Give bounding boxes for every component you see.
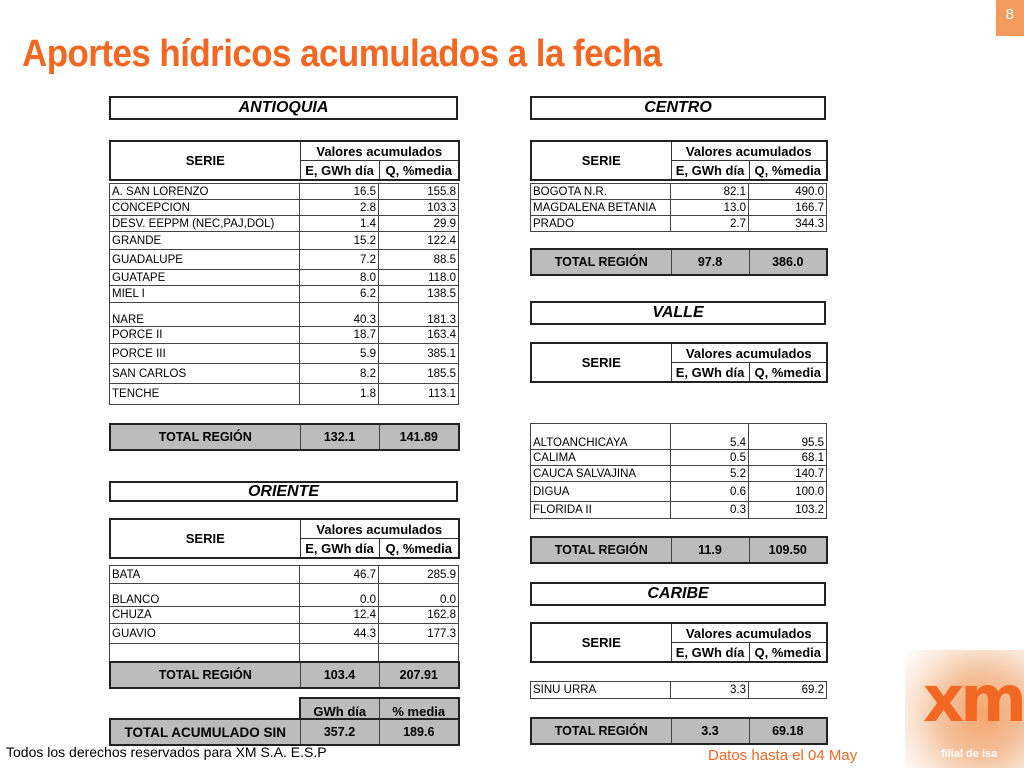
q-cell: 177.3 <box>379 624 459 644</box>
q-header: Q, %media <box>379 539 459 559</box>
data-date-footer: Datos hasta el 04 May <box>708 747 858 764</box>
q-cell: 118.0 <box>379 270 459 286</box>
xm-logo <box>905 650 1024 768</box>
region-antioquia-title: ANTIOQUIA <box>109 96 458 120</box>
serie-cell: FLORIDA II <box>531 502 671 519</box>
serie-cell: A. SAN LORENZO <box>110 184 300 200</box>
serie-cell: GUAVIO <box>110 624 300 644</box>
q-cell: 490.0 <box>749 184 827 200</box>
serie-header: SERIE <box>531 623 671 662</box>
q-cell: 88.5 <box>379 250 459 270</box>
region-caribe-title: CARIBE <box>530 582 826 606</box>
e-cell: 40.3 <box>300 303 379 327</box>
serie-cell: GUADALUPE <box>110 250 300 270</box>
table-row <box>110 270 459 286</box>
q-cell: 68.1 <box>749 450 827 466</box>
valores-header: Valores acumulados <box>300 519 459 539</box>
serie-cell: CALIMA <box>531 450 671 466</box>
oriente-total <box>109 661 460 689</box>
serie-cell: PORCE III <box>110 344 300 364</box>
antioquia-total <box>109 423 460 451</box>
total-e: 103.4 <box>300 662 379 688</box>
region-centro-title: CENTRO <box>530 96 826 120</box>
q-cell: 140.7 <box>749 466 827 482</box>
e-cell: 1.8 <box>300 384 379 405</box>
page-title: Aportes hídricos acumulados a la fecha <box>22 33 662 75</box>
serie-header: SERIE <box>531 141 671 180</box>
e-cell: 5.2 <box>671 466 749 482</box>
serie-cell: SINU URRA <box>531 682 671 699</box>
table-row <box>110 286 459 303</box>
serie-cell: BATA <box>110 566 300 584</box>
q-cell: 162.8 <box>379 607 459 624</box>
copyright-footer: Todos los derechos reservados para XM S.A. E.S.P <box>6 744 327 760</box>
e-header: E, GWh día <box>300 161 379 181</box>
total-e: 97.8 <box>671 249 749 275</box>
total-label: TOTAL REGIÓN <box>531 537 671 563</box>
e-cell: 5.4 <box>671 424 749 450</box>
table-row <box>110 584 459 607</box>
e-cell: 0.3 <box>671 502 749 519</box>
table-row <box>110 344 459 364</box>
table-row <box>110 624 459 644</box>
q-cell: 113.1 <box>379 384 459 405</box>
e-cell: 44.3 <box>300 624 379 644</box>
valores-header: Valores acumulados <box>671 141 827 161</box>
q-cell: 285.9 <box>379 566 459 584</box>
valle-table <box>530 423 827 519</box>
q-header: Q, %media <box>749 363 827 383</box>
total-label: TOTAL REGIÓN <box>531 249 671 275</box>
acumulado-q: 189.6 <box>379 719 459 745</box>
acumulado-total <box>109 718 460 746</box>
table-row <box>110 607 459 624</box>
total-label: TOTAL REGIÓN <box>110 662 300 688</box>
region-oriente-title: ORIENTE <box>109 481 458 502</box>
e-header: E, GWh día <box>671 363 749 383</box>
valores-header: Valores acumulados <box>300 141 459 161</box>
total-q: 141.89 <box>379 424 459 450</box>
serie-cell: BLANCO <box>110 584 300 607</box>
e-cell: 13.0 <box>671 200 749 216</box>
centro-total <box>530 248 828 276</box>
table-row <box>110 364 459 384</box>
oriente-table <box>109 565 459 662</box>
e-header: E, GWh día <box>300 539 379 559</box>
caribe-total <box>530 717 828 745</box>
e-header: E, GWh día <box>671 643 749 663</box>
caribe-header <box>530 622 828 663</box>
e-cell: 0.6 <box>671 482 749 502</box>
table-row <box>110 184 459 200</box>
e-cell: 5.9 <box>300 344 379 364</box>
serie-cell: CONCEPCION <box>110 200 300 216</box>
e-cell: 8.2 <box>300 364 379 384</box>
q-header: Q, %media <box>379 161 459 181</box>
antioquia-table <box>109 183 459 405</box>
table-row <box>531 502 827 519</box>
e-cell: 2.7 <box>671 216 749 232</box>
slide-number: 8 <box>1005 6 1014 23</box>
total-label: TOTAL REGIÓN <box>531 718 671 744</box>
serie-cell: ALTOANCHICAYA <box>531 424 671 450</box>
serie-cell: CAUCA SALVAJINA <box>531 466 671 482</box>
q-cell: 122.4 <box>379 232 459 250</box>
serie-cell: PRADO <box>531 216 671 232</box>
e-cell: 15.2 <box>300 232 379 250</box>
e-cell: 7.2 <box>300 250 379 270</box>
table-row <box>110 384 459 405</box>
total-q: 386.0 <box>749 249 827 275</box>
centro-header <box>530 140 828 181</box>
q-cell: 103.2 <box>749 502 827 519</box>
e-cell: 16.5 <box>300 184 379 200</box>
e-cell: 8.0 <box>300 270 379 286</box>
total-q: 207.91 <box>379 662 459 688</box>
serie-header: SERIE <box>110 141 300 180</box>
valores-header: Valores acumulados <box>671 623 827 643</box>
total-e: 132.1 <box>300 424 379 450</box>
q-cell: 69.2 <box>749 682 827 699</box>
table-row <box>110 232 459 250</box>
q-cell: 344.3 <box>749 216 827 232</box>
q-cell: 185.5 <box>379 364 459 384</box>
caribe-table <box>530 681 827 699</box>
serie-cell: MAGDALENA BETANIA <box>531 200 671 216</box>
region-valle-title: VALLE <box>530 301 826 325</box>
serie-header: SERIE <box>110 519 300 558</box>
e-cell: 2.8 <box>300 200 379 216</box>
q-cell: 95.5 <box>749 424 827 450</box>
oriente-header <box>109 518 460 559</box>
serie-cell: GRANDE <box>110 232 300 250</box>
serie-cell: CHUZA <box>110 607 300 624</box>
e-cell: 82.1 <box>671 184 749 200</box>
serie-cell: DIGUA <box>531 482 671 502</box>
table-row <box>110 303 459 327</box>
table-row <box>110 566 459 584</box>
table-row <box>531 466 827 482</box>
serie-cell: DESV. EEPPM (NEC,PAJ,DOL) <box>110 216 300 232</box>
serie-cell: PORCE II <box>110 327 300 344</box>
q-cell: 181.3 <box>379 303 459 327</box>
e-cell: 3.3 <box>671 682 749 699</box>
serie-cell: BOGOTA N.R. <box>531 184 671 200</box>
acumulado-e: 357.2 <box>300 719 379 745</box>
e-cell <box>300 644 379 662</box>
q-cell: 138.5 <box>379 286 459 303</box>
q-cell: 163.4 <box>379 327 459 344</box>
table-row <box>110 200 459 216</box>
table-row <box>531 184 827 200</box>
q-cell <box>379 644 459 662</box>
q-cell: 103.3 <box>379 200 459 216</box>
serie-cell: NARE <box>110 303 300 327</box>
e-header: E, GWh día <box>671 161 749 181</box>
e-cell: 1.4 <box>300 216 379 232</box>
serie-cell <box>110 644 300 662</box>
acumulado-e-label: GWh día <box>300 698 379 724</box>
table-row <box>110 216 459 232</box>
valores-header: Valores acumulados <box>671 343 827 363</box>
total-q: 69.18 <box>749 718 827 744</box>
q-header: Q, %media <box>749 643 827 663</box>
table-row <box>531 216 827 232</box>
e-cell: 0.5 <box>671 450 749 466</box>
total-q: 109.50 <box>749 537 827 563</box>
q-cell: 166.7 <box>749 200 827 216</box>
total-label: TOTAL REGIÓN <box>110 424 300 450</box>
xm-logo-text: xm <box>923 663 1023 737</box>
q-cell: 29.9 <box>379 216 459 232</box>
acumulado-label: TOTAL ACUMULADO SIN <box>110 719 300 745</box>
e-cell: 46.7 <box>300 566 379 584</box>
table-row <box>531 424 827 450</box>
table-row <box>110 644 459 662</box>
table-row <box>531 200 827 216</box>
table-row <box>531 450 827 466</box>
q-cell: 155.8 <box>379 184 459 200</box>
q-header: Q, %media <box>749 161 827 181</box>
total-e: 11.9 <box>671 537 749 563</box>
e-cell: 0.0 <box>300 584 379 607</box>
serie-header: SERIE <box>531 343 671 382</box>
serie-cell: TENCHE <box>110 384 300 405</box>
centro-table <box>530 183 827 232</box>
e-cell: 18.7 <box>300 327 379 344</box>
serie-cell: SAN CARLOS <box>110 364 300 384</box>
serie-cell: MIEL I <box>110 286 300 303</box>
total-e: 3.3 <box>671 718 749 744</box>
e-cell: 12.4 <box>300 607 379 624</box>
valle-header <box>530 342 828 383</box>
valle-total <box>530 536 828 564</box>
table-row <box>531 482 827 502</box>
q-cell: 0.0 <box>379 584 459 607</box>
e-cell: 6.2 <box>300 286 379 303</box>
table-row <box>110 250 459 270</box>
serie-cell: GUATAPE <box>110 270 300 286</box>
q-cell: 385.1 <box>379 344 459 364</box>
table-row <box>110 327 459 344</box>
q-cell: 100.0 <box>749 482 827 502</box>
acumulado-q-label: % media <box>379 698 459 724</box>
antioquia-header <box>109 140 460 181</box>
table-row <box>531 682 827 699</box>
logo-tagline: filial de isa <box>941 748 998 760</box>
